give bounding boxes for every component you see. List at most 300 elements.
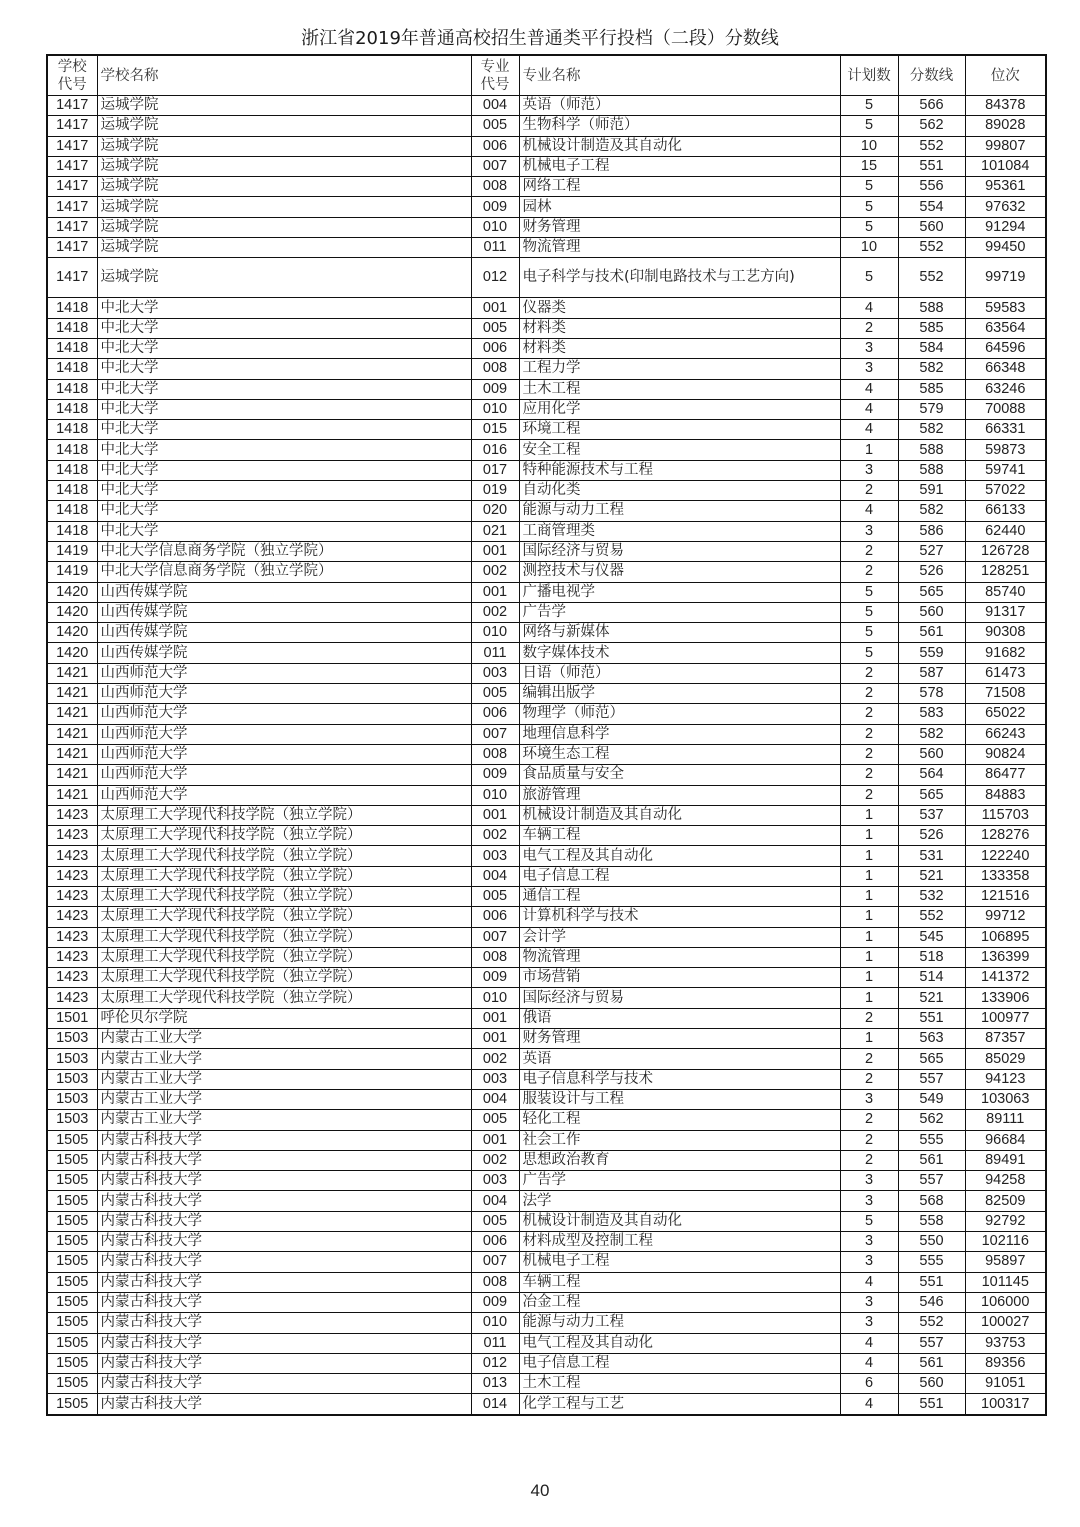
cell-school-code: 1423 xyxy=(47,826,97,846)
cell-rank: 66243 xyxy=(965,724,1046,744)
cell-score-line: 552 xyxy=(898,1313,965,1333)
cell-school-code: 1418 xyxy=(47,420,97,440)
cell-school-code: 1420 xyxy=(47,602,97,622)
cell-major-name: 国际经济与贸易 xyxy=(519,541,840,561)
cell-major-name: 土木工程 xyxy=(519,1374,840,1394)
cell-rank: 101084 xyxy=(965,156,1046,176)
table-row xyxy=(47,338,1046,358)
cell-major-code: 008 xyxy=(471,744,519,764)
cell-major-code: 020 xyxy=(471,501,519,521)
cell-school-code: 1423 xyxy=(47,968,97,988)
table-row xyxy=(47,359,1046,379)
cell-score-line: 537 xyxy=(898,805,965,825)
cell-major-name: 能源与动力工程 xyxy=(519,1313,840,1333)
cell-school-code: 1505 xyxy=(47,1374,97,1394)
cell-score-line: 561 xyxy=(898,1150,965,1170)
cell-school-name: 中北大学 xyxy=(97,481,471,501)
cell-score-line: 561 xyxy=(898,1353,965,1373)
cell-score-line: 563 xyxy=(898,1029,965,1049)
cell-plan-count: 3 xyxy=(840,1191,898,1211)
cell-major-name: 服装设计与工程 xyxy=(519,1089,840,1109)
cell-major-code: 011 xyxy=(471,643,519,663)
cell-major-name: 材料类 xyxy=(519,318,840,338)
cell-rank: 63246 xyxy=(965,379,1046,399)
cell-school-name: 太原理工大学现代科技学院（独立学院） xyxy=(97,866,471,886)
cell-major-name: 机械电子工程 xyxy=(519,156,840,176)
cell-plan-count: 3 xyxy=(840,1232,898,1252)
table-header-row xyxy=(47,55,1046,96)
cell-school-name: 内蒙古科技大学 xyxy=(97,1232,471,1252)
cell-school-name: 中北大学 xyxy=(97,379,471,399)
cell-school-code: 1421 xyxy=(47,724,97,744)
cell-major-code: 010 xyxy=(471,399,519,419)
cell-school-code: 1423 xyxy=(47,907,97,927)
cell-score-line: 518 xyxy=(898,947,965,967)
header-major-code: 专业 代号 xyxy=(471,55,519,96)
cell-major-code: 004 xyxy=(471,1089,519,1109)
cell-rank: 63564 xyxy=(965,318,1046,338)
cell-plan-count: 2 xyxy=(840,765,898,785)
cell-school-name: 中北大学信息商务学院（独立学院） xyxy=(97,562,471,582)
cell-plan-count: 2 xyxy=(840,1130,898,1150)
cell-major-code: 001 xyxy=(471,298,519,318)
header-school-code: 学校 代号 xyxy=(47,55,97,96)
cell-major-code: 002 xyxy=(471,1150,519,1170)
cell-major-name: 网络与新媒体 xyxy=(519,623,840,643)
cell-rank: 70088 xyxy=(965,399,1046,419)
cell-school-name: 内蒙古科技大学 xyxy=(97,1191,471,1211)
cell-plan-count: 15 xyxy=(840,156,898,176)
table-row xyxy=(47,1313,1046,1333)
cell-rank: 92792 xyxy=(965,1211,1046,1231)
cell-score-line: 583 xyxy=(898,704,965,724)
cell-school-code: 1418 xyxy=(47,359,97,379)
cell-school-code: 1501 xyxy=(47,1008,97,1028)
cell-school-name: 呼伦贝尔学院 xyxy=(97,1008,471,1028)
table-row xyxy=(47,826,1046,846)
table-row xyxy=(47,1029,1046,1049)
cell-major-code: 009 xyxy=(471,765,519,785)
cell-plan-count: 1 xyxy=(840,805,898,825)
cell-plan-count: 4 xyxy=(840,399,898,419)
table-row xyxy=(47,602,1046,622)
cell-school-name: 内蒙古科技大学 xyxy=(97,1292,471,1312)
table-row xyxy=(47,947,1046,967)
cell-major-code: 010 xyxy=(471,217,519,237)
cell-score-line: 551 xyxy=(898,156,965,176)
cell-major-name: 会计学 xyxy=(519,927,840,947)
cell-major-name: 生物科学（师范） xyxy=(519,116,840,136)
cell-major-code: 005 xyxy=(471,886,519,906)
cell-school-code: 1505 xyxy=(47,1394,97,1415)
cell-rank: 133358 xyxy=(965,866,1046,886)
cell-score-line: 527 xyxy=(898,541,965,561)
cell-score-line: 587 xyxy=(898,663,965,683)
cell-score-line: 588 xyxy=(898,440,965,460)
cell-school-name: 运城学院 xyxy=(97,96,471,116)
cell-major-name: 电气工程及其自动化 xyxy=(519,846,840,866)
cell-school-name: 内蒙古科技大学 xyxy=(97,1272,471,1292)
cell-plan-count: 5 xyxy=(840,623,898,643)
cell-major-name: 日语（师范） xyxy=(519,663,840,683)
cell-score-line: 582 xyxy=(898,724,965,744)
table-row xyxy=(47,643,1046,663)
cell-plan-count: 5 xyxy=(840,258,898,298)
cell-plan-count: 2 xyxy=(840,1150,898,1170)
cell-score-line: 551 xyxy=(898,1008,965,1028)
cell-major-name: 工程力学 xyxy=(519,359,840,379)
cell-plan-count: 2 xyxy=(840,663,898,683)
cell-school-code: 1417 xyxy=(47,217,97,237)
cell-major-name: 仪器类 xyxy=(519,298,840,318)
cell-major-code: 003 xyxy=(471,1069,519,1089)
cell-rank: 90308 xyxy=(965,623,1046,643)
cell-major-name: 英语 xyxy=(519,1049,840,1069)
cell-plan-count: 1 xyxy=(840,440,898,460)
cell-school-name: 山西师范大学 xyxy=(97,663,471,683)
cell-rank: 66133 xyxy=(965,501,1046,521)
cell-rank: 121516 xyxy=(965,886,1046,906)
cell-rank: 95361 xyxy=(965,177,1046,197)
cell-school-name: 山西传媒学院 xyxy=(97,643,471,663)
cell-plan-count: 5 xyxy=(840,602,898,622)
cell-plan-count: 3 xyxy=(840,1313,898,1333)
table-row xyxy=(47,1110,1046,1130)
table-row xyxy=(47,258,1046,298)
cell-school-code: 1419 xyxy=(47,541,97,561)
cell-score-line: 526 xyxy=(898,826,965,846)
cell-school-code: 1418 xyxy=(47,460,97,480)
cell-major-code: 011 xyxy=(471,238,519,258)
cell-school-name: 中北大学 xyxy=(97,460,471,480)
cell-major-name: 土木工程 xyxy=(519,379,840,399)
cell-rank: 65022 xyxy=(965,704,1046,724)
cell-school-code: 1418 xyxy=(47,379,97,399)
cell-major-name: 广告学 xyxy=(519,1171,840,1191)
cell-score-line: 566 xyxy=(898,96,965,116)
cell-score-line: 560 xyxy=(898,744,965,764)
cell-major-name: 英语（师范） xyxy=(519,96,840,116)
cell-score-line: 579 xyxy=(898,399,965,419)
cell-major-code: 012 xyxy=(471,258,519,298)
cell-school-name: 山西师范大学 xyxy=(97,765,471,785)
cell-school-name: 内蒙古科技大学 xyxy=(97,1313,471,1333)
cell-score-line: 552 xyxy=(898,136,965,156)
table-row xyxy=(47,318,1046,338)
cell-plan-count: 5 xyxy=(840,197,898,217)
cell-major-name: 材料成型及控制工程 xyxy=(519,1232,840,1252)
cell-school-name: 内蒙古科技大学 xyxy=(97,1374,471,1394)
cell-score-line: 552 xyxy=(898,238,965,258)
table-row xyxy=(47,1130,1046,1150)
cell-major-code: 008 xyxy=(471,177,519,197)
cell-rank: 84883 xyxy=(965,785,1046,805)
cell-score-line: 551 xyxy=(898,1272,965,1292)
cell-plan-count: 3 xyxy=(840,1089,898,1109)
table-row xyxy=(47,968,1046,988)
cell-rank: 95897 xyxy=(965,1252,1046,1272)
cell-rank: 66331 xyxy=(965,420,1046,440)
cell-plan-count: 4 xyxy=(840,379,898,399)
cell-major-code: 010 xyxy=(471,1313,519,1333)
cell-plan-count: 5 xyxy=(840,96,898,116)
cell-score-line: 585 xyxy=(898,379,965,399)
cell-plan-count: 2 xyxy=(840,744,898,764)
cell-rank: 94258 xyxy=(965,1171,1046,1191)
cell-major-code: 004 xyxy=(471,96,519,116)
cell-school-name: 中北大学 xyxy=(97,318,471,338)
cell-rank: 89491 xyxy=(965,1150,1046,1170)
cell-major-code: 016 xyxy=(471,440,519,460)
cell-school-code: 1505 xyxy=(47,1313,97,1333)
table-row xyxy=(47,623,1046,643)
cell-plan-count: 3 xyxy=(840,1171,898,1191)
cell-score-line: 557 xyxy=(898,1333,965,1353)
cell-rank: 100317 xyxy=(965,1394,1046,1415)
cell-major-name: 思想政治教育 xyxy=(519,1150,840,1170)
cell-score-line: 588 xyxy=(898,460,965,480)
cell-major-name: 旅游管理 xyxy=(519,785,840,805)
cell-school-code: 1417 xyxy=(47,136,97,156)
cell-plan-count: 5 xyxy=(840,582,898,602)
cell-school-code: 1420 xyxy=(47,582,97,602)
table-row xyxy=(47,1049,1046,1069)
cell-major-code: 002 xyxy=(471,602,519,622)
cell-major-name: 地理信息科学 xyxy=(519,724,840,744)
cell-major-code: 001 xyxy=(471,582,519,602)
cell-school-name: 运城学院 xyxy=(97,238,471,258)
cell-rank: 82509 xyxy=(965,1191,1046,1211)
cell-score-line: 545 xyxy=(898,927,965,947)
cell-major-name: 电子信息科学与技术 xyxy=(519,1069,840,1089)
cell-major-name: 数字媒体技术 xyxy=(519,643,840,663)
cell-plan-count: 6 xyxy=(840,1374,898,1394)
cell-rank: 85029 xyxy=(965,1049,1046,1069)
cell-score-line: 555 xyxy=(898,1252,965,1272)
table-row xyxy=(47,1211,1046,1231)
table-row xyxy=(47,1353,1046,1373)
cell-school-name: 中北大学 xyxy=(97,359,471,379)
cell-plan-count: 1 xyxy=(840,907,898,927)
cell-major-code: 001 xyxy=(471,1029,519,1049)
cell-school-name: 山西师范大学 xyxy=(97,684,471,704)
cell-school-name: 中北大学 xyxy=(97,338,471,358)
cell-major-name: 机械设计制造及其自动化 xyxy=(519,1211,840,1231)
cell-plan-count: 3 xyxy=(840,521,898,541)
cell-school-name: 运城学院 xyxy=(97,156,471,176)
cell-major-code: 006 xyxy=(471,338,519,358)
cell-score-line: 555 xyxy=(898,1130,965,1150)
cell-major-code: 019 xyxy=(471,481,519,501)
cell-major-name: 机械设计制造及其自动化 xyxy=(519,805,840,825)
cell-school-code: 1505 xyxy=(47,1252,97,1272)
cell-school-name: 内蒙古科技大学 xyxy=(97,1130,471,1150)
cell-school-name: 中北大学 xyxy=(97,440,471,460)
cell-rank: 106895 xyxy=(965,927,1046,947)
cell-rank: 91051 xyxy=(965,1374,1046,1394)
cell-score-line: 560 xyxy=(898,602,965,622)
cell-major-name: 物理学（师范） xyxy=(519,704,840,724)
cell-major-code: 006 xyxy=(471,1232,519,1252)
cell-rank: 99450 xyxy=(965,238,1046,258)
cell-major-name: 法学 xyxy=(519,1191,840,1211)
cell-school-code: 1418 xyxy=(47,298,97,318)
cell-school-name: 山西师范大学 xyxy=(97,744,471,764)
cell-major-code: 010 xyxy=(471,785,519,805)
cell-school-name: 山西师范大学 xyxy=(97,785,471,805)
cell-school-name: 太原理工大学现代科技学院（独立学院） xyxy=(97,988,471,1008)
cell-major-code: 015 xyxy=(471,420,519,440)
cell-major-name: 自动化类 xyxy=(519,481,840,501)
cell-score-line: 521 xyxy=(898,988,965,1008)
cell-major-name: 化学工程与工艺 xyxy=(519,1394,840,1415)
cell-school-name: 内蒙古工业大学 xyxy=(97,1089,471,1109)
cell-major-code: 014 xyxy=(471,1394,519,1415)
cell-score-line: 557 xyxy=(898,1171,965,1191)
cell-major-code: 005 xyxy=(471,318,519,338)
cell-major-code: 002 xyxy=(471,562,519,582)
cell-score-line: 562 xyxy=(898,1110,965,1130)
cell-school-name: 内蒙古科技大学 xyxy=(97,1252,471,1272)
cell-school-code: 1423 xyxy=(47,988,97,1008)
cell-major-name: 机械设计制造及其自动化 xyxy=(519,136,840,156)
cell-plan-count: 5 xyxy=(840,643,898,663)
table-row xyxy=(47,481,1046,501)
cell-school-name: 内蒙古工业大学 xyxy=(97,1069,471,1089)
cell-rank: 85740 xyxy=(965,582,1046,602)
cell-score-line: 582 xyxy=(898,501,965,521)
cell-school-name: 运城学院 xyxy=(97,197,471,217)
cell-major-code: 007 xyxy=(471,156,519,176)
cell-score-line: 582 xyxy=(898,420,965,440)
cell-school-code: 1421 xyxy=(47,744,97,764)
cell-major-name: 轻化工程 xyxy=(519,1110,840,1130)
cell-score-line: 565 xyxy=(898,1049,965,1069)
table-row xyxy=(47,765,1046,785)
cell-school-name: 太原理工大学现代科技学院（独立学院） xyxy=(97,907,471,927)
cell-rank: 103063 xyxy=(965,1089,1046,1109)
cell-score-line: 526 xyxy=(898,562,965,582)
cell-major-code: 017 xyxy=(471,460,519,480)
cell-score-line: 521 xyxy=(898,866,965,886)
cell-school-name: 中北大学 xyxy=(97,521,471,541)
cell-school-name: 内蒙古科技大学 xyxy=(97,1394,471,1415)
cell-school-code: 1505 xyxy=(47,1171,97,1191)
cell-rank: 97632 xyxy=(965,197,1046,217)
cell-school-code: 1505 xyxy=(47,1130,97,1150)
cell-school-code: 1421 xyxy=(47,704,97,724)
cell-major-code: 009 xyxy=(471,197,519,217)
cell-plan-count: 2 xyxy=(840,704,898,724)
cell-major-name: 国际经济与贸易 xyxy=(519,988,840,1008)
cell-major-name: 园林 xyxy=(519,197,840,217)
table-row xyxy=(47,684,1046,704)
cell-rank: 89111 xyxy=(965,1110,1046,1130)
cell-major-code: 009 xyxy=(471,1292,519,1312)
table-row xyxy=(47,886,1046,906)
cell-rank: 66348 xyxy=(965,359,1046,379)
cell-school-code: 1505 xyxy=(47,1232,97,1252)
cell-major-name: 环境生态工程 xyxy=(519,744,840,764)
cell-rank: 87357 xyxy=(965,1029,1046,1049)
cell-plan-count: 4 xyxy=(840,298,898,318)
cell-major-code: 006 xyxy=(471,704,519,724)
cell-major-name: 电子信息工程 xyxy=(519,866,840,886)
table-row xyxy=(47,1232,1046,1252)
table-row xyxy=(47,1008,1046,1028)
cell-school-name: 太原理工大学现代科技学院（独立学院） xyxy=(97,927,471,947)
cell-school-name: 山西师范大学 xyxy=(97,724,471,744)
cell-major-code: 009 xyxy=(471,968,519,988)
header-rank: 位次 xyxy=(965,55,1046,96)
cell-school-code: 1423 xyxy=(47,846,97,866)
cell-major-name: 市场营销 xyxy=(519,968,840,988)
cell-plan-count: 1 xyxy=(840,1029,898,1049)
table-row xyxy=(47,1272,1046,1292)
cell-plan-count: 1 xyxy=(840,886,898,906)
header-plan-count: 计划数 xyxy=(840,55,898,96)
cell-school-code: 1421 xyxy=(47,663,97,683)
cell-plan-count: 1 xyxy=(840,968,898,988)
cell-major-name: 电子信息工程 xyxy=(519,1353,840,1373)
cell-school-name: 内蒙古工业大学 xyxy=(97,1110,471,1130)
cell-major-name: 物流管理 xyxy=(519,238,840,258)
cell-rank: 115703 xyxy=(965,805,1046,825)
cell-major-name: 能源与动力工程 xyxy=(519,501,840,521)
cell-rank: 59741 xyxy=(965,460,1046,480)
table-row xyxy=(47,238,1046,258)
cell-score-line: 554 xyxy=(898,197,965,217)
table-row xyxy=(47,521,1046,541)
cell-school-code: 1418 xyxy=(47,440,97,460)
cell-school-code: 1505 xyxy=(47,1211,97,1231)
table-row xyxy=(47,744,1046,764)
cell-score-line: 561 xyxy=(898,623,965,643)
cell-major-name: 应用化学 xyxy=(519,399,840,419)
cell-rank: 122240 xyxy=(965,846,1046,866)
cell-major-code: 003 xyxy=(471,846,519,866)
cell-major-name: 测控技术与仪器 xyxy=(519,562,840,582)
cell-major-code: 005 xyxy=(471,1211,519,1231)
cell-school-name: 山西传媒学院 xyxy=(97,582,471,602)
cell-school-code: 1505 xyxy=(47,1191,97,1211)
cell-major-name: 车辆工程 xyxy=(519,1272,840,1292)
table-row xyxy=(47,298,1046,318)
cell-rank: 100027 xyxy=(965,1313,1046,1333)
cell-school-name: 山西师范大学 xyxy=(97,704,471,724)
table-row xyxy=(47,116,1046,136)
cell-plan-count: 2 xyxy=(840,724,898,744)
cell-rank: 91682 xyxy=(965,643,1046,663)
cell-rank: 136399 xyxy=(965,947,1046,967)
cell-school-code: 1417 xyxy=(47,116,97,136)
cell-major-code: 003 xyxy=(471,1171,519,1191)
table-row xyxy=(47,1191,1046,1211)
cell-plan-count: 1 xyxy=(840,927,898,947)
cell-score-line: 564 xyxy=(898,765,965,785)
table-row xyxy=(47,1069,1046,1089)
table-row xyxy=(47,217,1046,237)
cell-plan-count: 2 xyxy=(840,541,898,561)
cell-school-code: 1423 xyxy=(47,866,97,886)
cell-major-code: 011 xyxy=(471,1333,519,1353)
cell-major-code: 001 xyxy=(471,1008,519,1028)
cell-plan-count: 1 xyxy=(840,947,898,967)
cell-plan-count: 1 xyxy=(840,826,898,846)
table-row xyxy=(47,1333,1046,1353)
cell-school-code: 1417 xyxy=(47,156,97,176)
cell-major-code: 008 xyxy=(471,359,519,379)
